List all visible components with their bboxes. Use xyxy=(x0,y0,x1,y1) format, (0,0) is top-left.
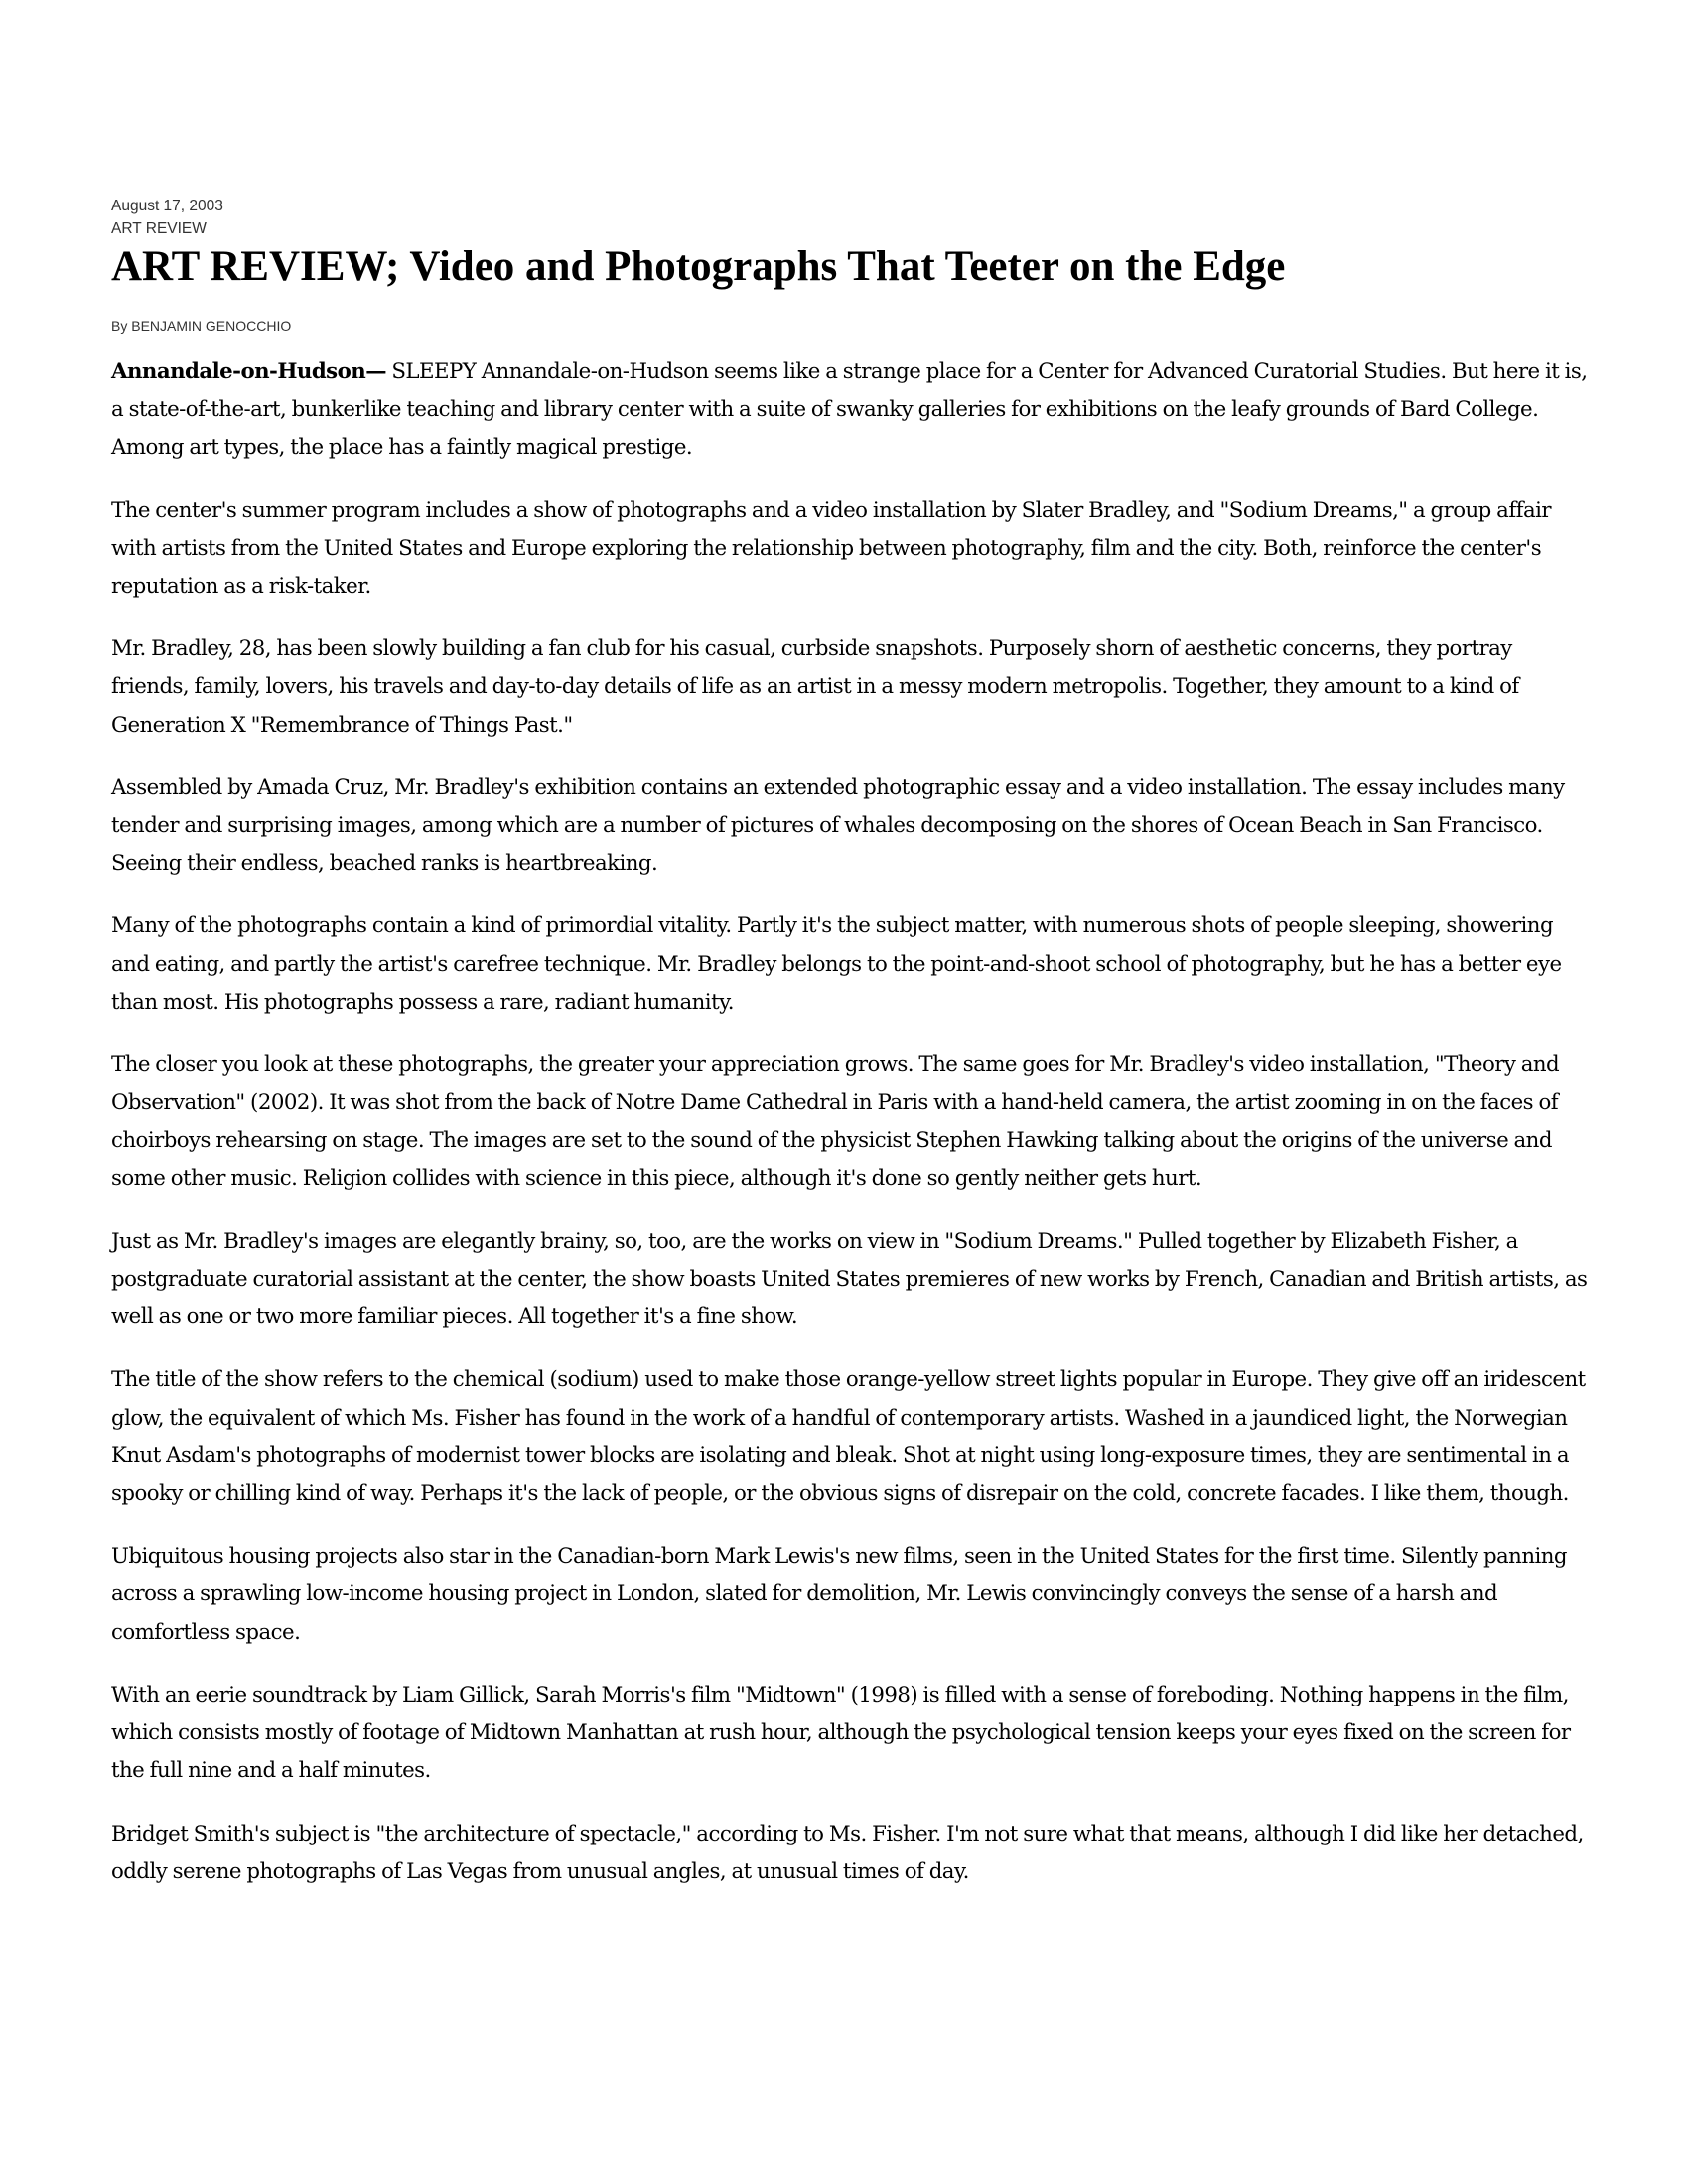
article-date: August 17, 2003 xyxy=(111,198,223,214)
paragraph-6: The closer you look at these photographs, the greater your appreciation grows. The same goes for Mr. Bradley's video installation, "Theory and Observation" (2002). It was shot from the back of Notre Dame Cathedral in Paris with a hand-held camera, the artist zooming in on the faces of choirboys rehearsing on stage. The images are set to the sound of the physicist Stephen Hawking talking about the origins of the universe and some other music. Religion collides with science in this piece, although it's done so gently neither gets hurt. xyxy=(111,1052,1560,1191)
paragraph-4: Assembled by Amada Cruz, Mr. Bradley's exhibition contains an extended photographic essay and a video installation. The essay includes many tender and surprising images, among which are a number of pictures of whales decomposing on the shores of Ocean Beach in San Francisco. Seeing their endless, beached ranks is heartbreaking. xyxy=(111,774,1565,877)
article-section: ART REVIEW xyxy=(111,220,207,237)
article xyxy=(111,195,1589,1916)
article-headline: ART REVIEW; Video and Photographs That Teeter on the Edge xyxy=(111,243,1286,290)
paragraph-8: The title of the show refers to the chemical (sodium) used to make those orange-yellow street lights popular in Europe. They give off an iridescent glow, the equivalent of which Ms. Fisher has found in the work of a handful of contemporary artists. Washed in a jaundiced light, the Norwegian Knut Asdam's photographs of modernist tower blocks are isolating and bleak. Shot at night using long-exposure times, they are sentimental in a spooky or chilling kind of way. Perhaps it's the lack of people, or the obvious signs of disrepair on the cold, concrete facades. I like them, though. xyxy=(111,1367,1586,1507)
paragraph-11: Bridget Smith's subject is "the architecture of spectacle," according to Ms. Fisher. I'm not sure what that means, although I did like her detached, oddly serene photographs of Las Vegas from unusual angles, at unusual times of day. xyxy=(111,1821,1584,1884)
paragraph-7: Just as Mr. Bradley's images are elegantly brainy, so, too, are the works on view in "Sodium Dreams." Pulled together by Elizabeth Fisher, a postgraduate curatorial assistant at the center, the show boasts United States premieres of new works by French, Canadian and British artists, as well as one or two more familiar pieces. All together it's a fine show. xyxy=(111,1228,1588,1330)
paragraph-3: Mr. Bradley, 28, has been slowly building a fan club for his casual, curbside snapshots. Purposely shorn of aesthetic concerns, they portray friends, family, lovers, his travels and day-to-day details of life as an artist in a messy modern metropolis. Together, they amount to a kind of Generation X "Remembrance of Things Past." xyxy=(111,636,1519,738)
paragraph-9: Ubiquitous housing projects also star in the Canadian-born Mark Lewis's new films, seen in the United States for the first time. Silently panning across a sprawling low-income housing project in London, slated for demolition, Mr. Lewis convincingly conveys the sense of a harsh and comfortless space. xyxy=(111,1544,1568,1645)
dateline: Annandale-on-Hudson— xyxy=(111,359,386,384)
paragraph-5: Many of the photographs contain a kind of primordial vitality. Partly it's the subject matter, with numerous shots of people sleeping, showering and eating, and partly the artist's carefree technique. Mr. Bradley belongs to the point-and-shoot school of photography, but he has a better eye than most. His photographs possess a rare, radiant humanity. xyxy=(111,913,1562,1015)
article-byline: By BENJAMIN GENOCCHIO xyxy=(111,318,292,334)
paragraph-10: With an eerie soundtrack by Liam Gillick, Sarah Morris's film "Midtown" (1998) is filled with a sense of foreboding. Nothing happens in the film, which consists mostly of footage of Midtown Manhattan at rush hour, although the psychological tension keeps your eyes fixed on the screen for the full nine and a half minutes. xyxy=(111,1682,1571,1784)
paragraph-2: The center's summer program includes a show of photographs and a video installation by Slater Bradley, and "Sodium Dreams," a group affair with artists from the United States and Europe exploring the relationship between photography, film and the city. Both, reinforce the center's reputation as a risk-taker. xyxy=(111,497,1552,600)
paragraph-1-text: SLEEPY Annandale-on-Hudson seems like a strange place for a Center for Advanced Curatorial Studies. But here it is, a state-of-the-art, bunkerlike teaching and library center with a suite of swanky galleries for exhibitions on the leafy grounds of Bard College. Among art types, the place has a faintly magical prestige. xyxy=(111,359,1588,461)
paragraph-1 xyxy=(111,353,1589,468)
article-body xyxy=(111,353,1589,1891)
